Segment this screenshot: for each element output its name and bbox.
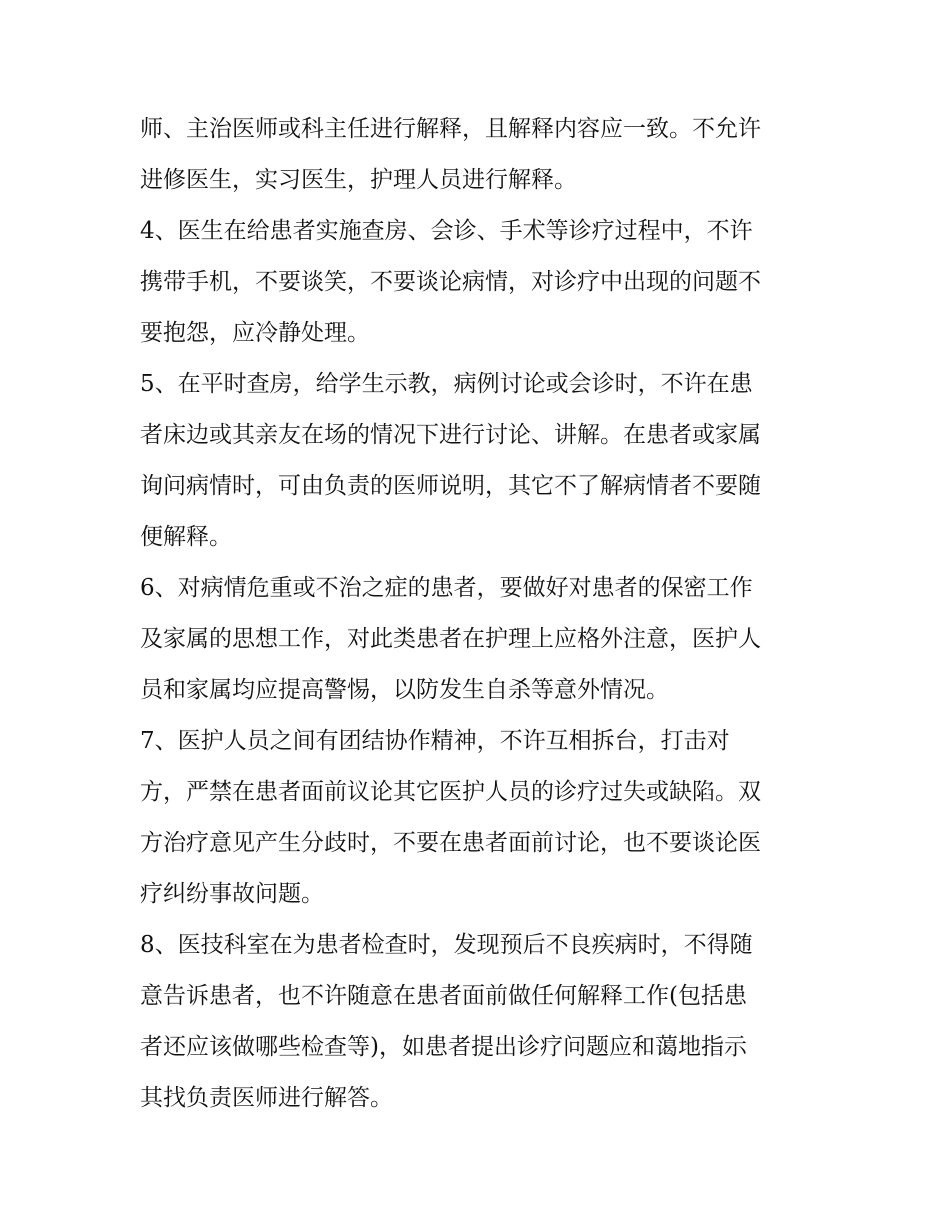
paragraph-item-6 <box>140 563 820 716</box>
text-line: 者床边或其亲友在场的情况下进行讨论、讲解。在患者或家属 <box>140 422 761 448</box>
text-line: 意告诉患者，也不许随意在患者面前做任何解释工作(包括患 <box>140 983 747 1009</box>
text-line: 8、医技科室在为患者检查时，发现预后不良疾病时，不得随 <box>140 932 753 958</box>
text-line: 5、在平时查房，给学生示教，病例讨论或会诊时，不许在患 <box>140 371 753 397</box>
text-line: 方，严禁在患者面前议论其它医护人员的诊疗过失或缺陷。双 <box>140 779 761 805</box>
text-line: 7、医护人员之间有团结协作精神，不许互相拆台，打击对 <box>140 728 730 754</box>
text-line: 员和家属均应提高警惕，以防发生自杀等意外情况。 <box>140 677 669 703</box>
text-line: 4、医生在给患者实施查房、会诊、手术等诊疗过程中，不许 <box>140 218 753 244</box>
text-line: 者还应该做哪些检查等)，如患者提出诊疗问题应和蔼地指示 <box>140 1034 747 1060</box>
text-line: 要抱怨，应冷静处理。 <box>140 320 370 346</box>
text-line: 及家属的思想工作，对此类患者在护理上应格外注意，医护人 <box>140 626 761 652</box>
text-line: 6、对病情危重或不治之症的患者，要做好对患者的保密工作 <box>140 575 753 601</box>
text-line: 方治疗意见产生分歧时，不要在患者面前讨论，也不要谈论医 <box>140 830 761 856</box>
text-line: 师、主治医师或科主任进行解释，且解释内容应一致。不允许 <box>140 116 761 142</box>
text-line: 便解释。 <box>140 524 232 550</box>
paragraph-item-4 <box>140 206 820 359</box>
text-line: 携带手机，不要谈笑，不要谈论病情，对诊疗中出现的问题不 <box>140 269 761 295</box>
text-line: 进修医生，实习医生，护理人员进行解释。 <box>140 167 577 193</box>
paragraph-continuation <box>140 104 820 206</box>
text-line: 疗纠纷事故问题。 <box>140 881 324 907</box>
paragraph-item-5 <box>140 359 820 563</box>
text-line: 询问病情时，可由负责的医师说明，其它不了解病情者不要随 <box>140 473 761 499</box>
text-line: 其找负责医师进行解答。 <box>140 1085 393 1111</box>
paragraph-item-8 <box>140 920 820 1124</box>
document-body <box>140 104 820 1124</box>
paragraph-item-7 <box>140 716 820 920</box>
